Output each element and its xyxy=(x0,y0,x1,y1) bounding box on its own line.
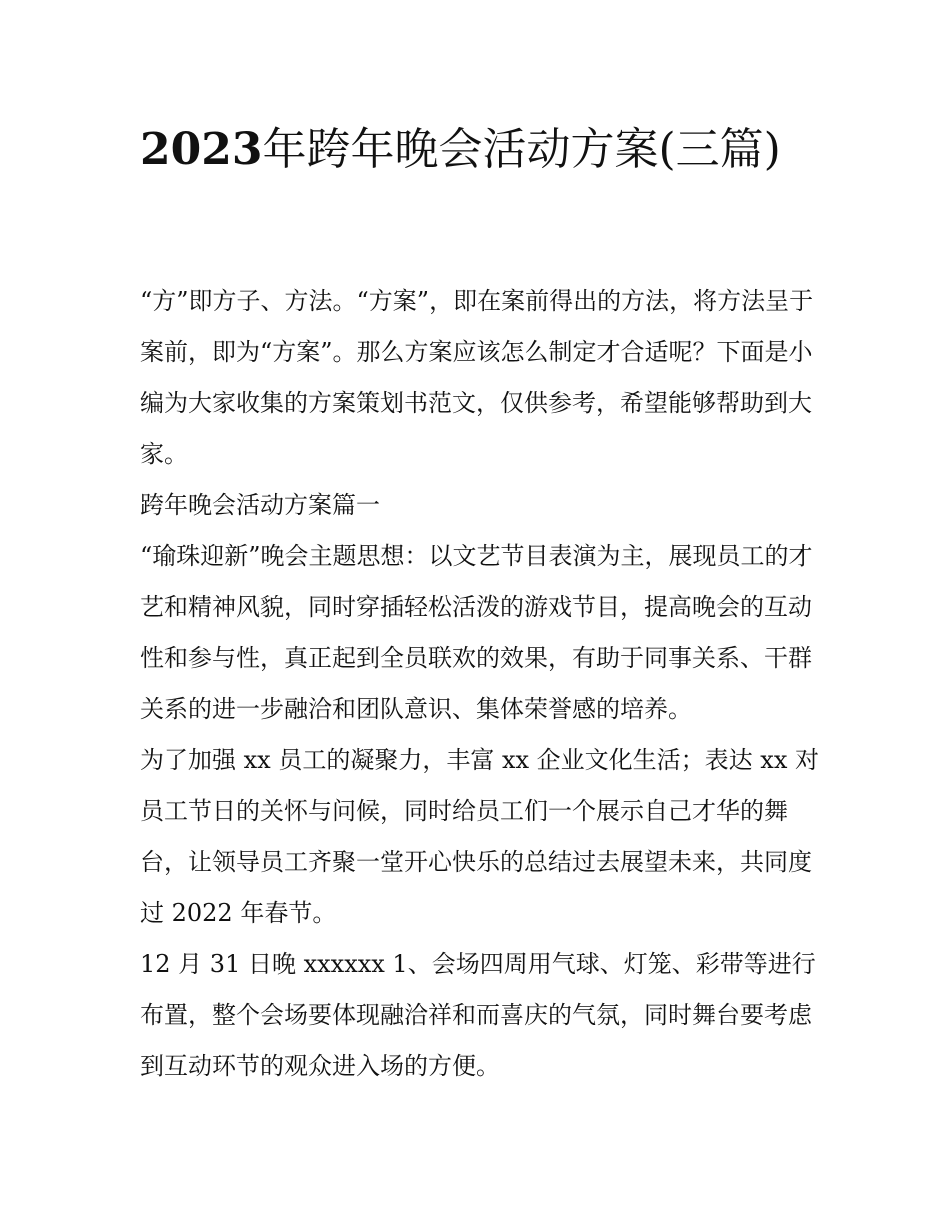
purpose-paragraph: 为了加强 xx 员工的凝聚力，丰富 xx 企业文化生活；表达 xx 对员工节日的关怀与问候，同时给员工们一个展示自己才华的舞台，让领导员工齐聚一堂开心快乐的总结过去展望未来，共同度过 2022 年春节。 xyxy=(140,746,819,927)
title-year: 2023 xyxy=(140,124,263,175)
title-text: 年跨年晚会活动方案(三篇) xyxy=(262,124,781,175)
theme-paragraph: “瑜珠迎新”晚会主题思想：以文艺节目表演为主，展现员工的才艺和精神风貌，同时穿插轻松活泼的游戏节目，提高晚会的互动性和参与性，真正起到全员联欢的效果，有助于同事关系、干群关系的进一步融洽和团队意识、集体荣誉感的培养。 xyxy=(140,542,813,723)
intro-paragraph: “方”即方子、方法。“方案”，即在案前得出的方法，将方法呈于案前，即为“方案”。那么方案应该怎么制定才合适呢？下面是小编为大家收集的方案策划书范文，仅供参考，希望能够帮助到大家。 xyxy=(140,287,814,468)
section-heading: 跨年晚会活动方案篇一 xyxy=(140,491,380,519)
document-body xyxy=(140,276,820,1092)
document-title xyxy=(140,112,820,188)
arrangement-paragraph: 12 月 31 日晚 xxxxxx 1、会场四周用气球、灯笼、彩带等进行布置，整个会场要体现融洽祥和而喜庆的气氛，同时舞台要考虑到互动环节的观众进入场的方便。 xyxy=(140,950,816,1080)
